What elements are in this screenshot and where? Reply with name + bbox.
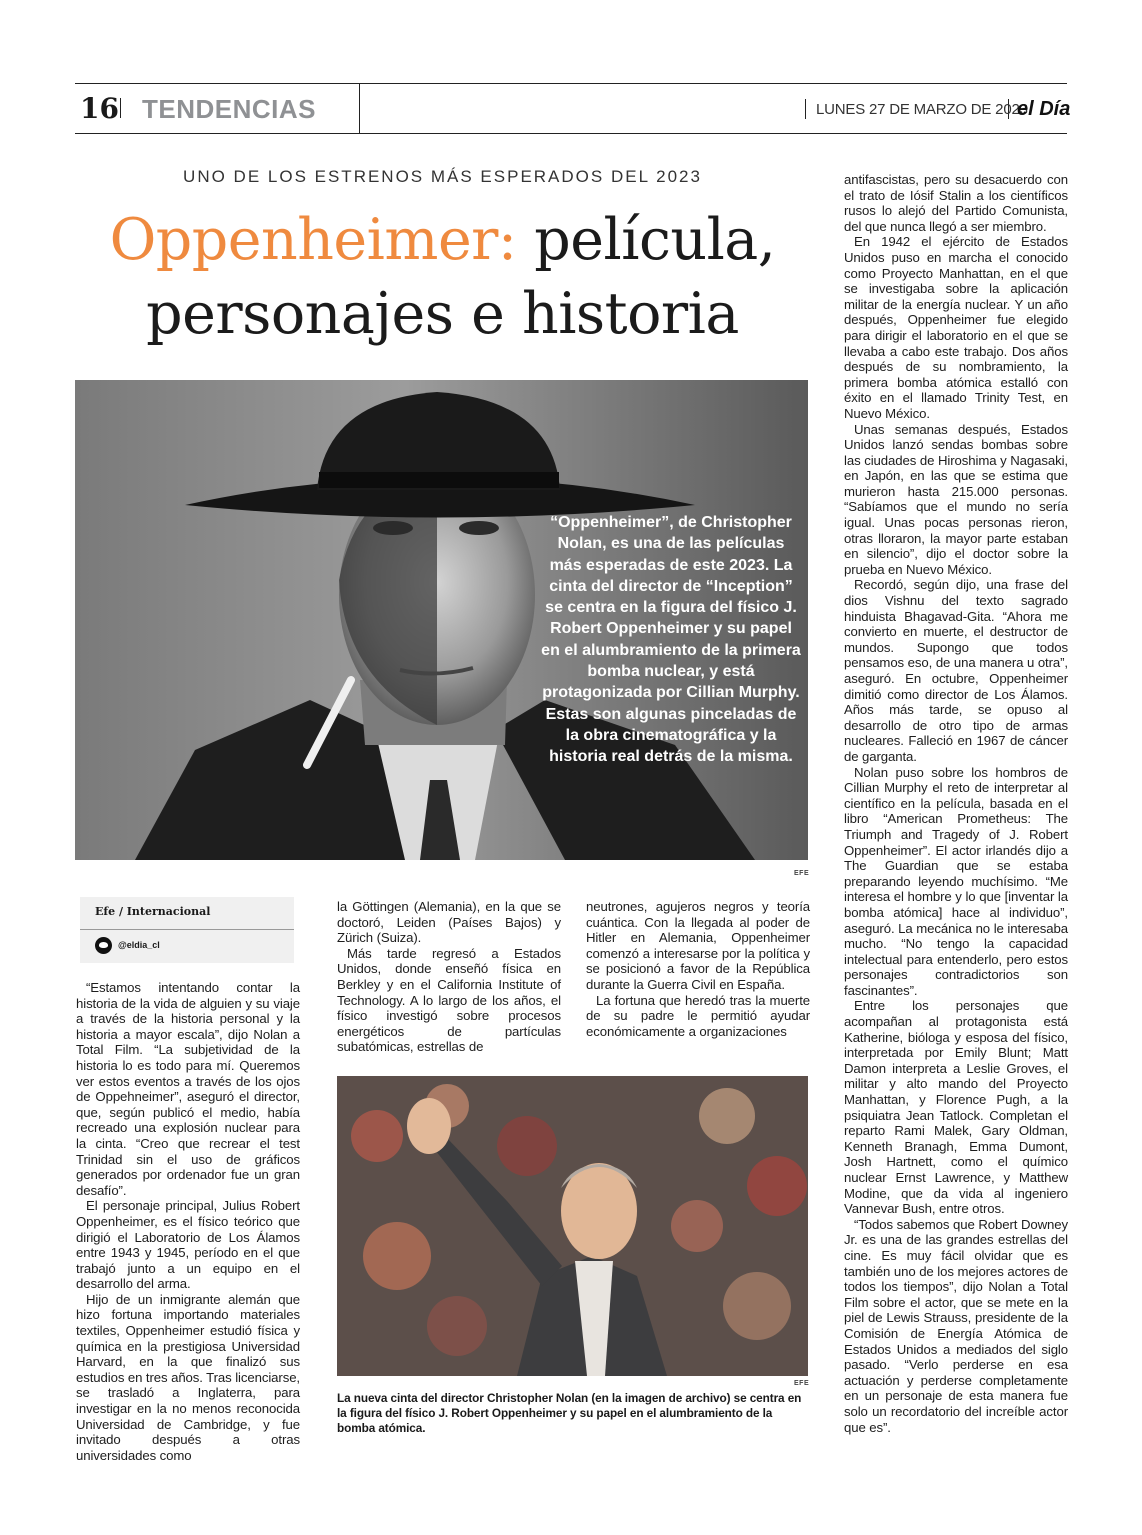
brand-logo: el Día [1017,98,1071,120]
twitter-icon [95,937,112,954]
article-column-4 [844,172,1068,1435]
paragraph: Hijo de un inmigrante alemán que hizo fortuna importando materiales textiles, Oppenheimer estudió física y química en la prestigiosa Universidad Harvard, en la que finalizó sus estudios en tres años. Tras licenciarse, se trasladó a Inglaterra, para investigar en la no menos reconocida Universidad de Cambridge, y fue invitado después a otras universidades como [76,1291,300,1463]
paragraph: “Estamos intentando contar la historia de la vida de alguien y su viaje a través de la historia personal y la historia a mayor escala”, dijo Nolan a Total Film. “La subjetividad de la historia lo es todo para mí. Queremos ver estos eventos a través de los ojos de Oppehneimer”, aseguró el director, que, según publicó el medio, había recreado una explosión nuclear para la cinta. “Creo que recrear el test Trinidad sin el uso de gráficos generados por ordenador fue un gran desafío”. [76,980,300,1198]
byline-agency: Efe / Internacional [95,905,211,918]
section-name: TENDENCIAS [142,94,317,124]
hero-photo-credit: EFE [794,870,810,877]
paragraph: En 1942 el ejército de Estados Unidos puso en marcha el conocido como Proyecto Manhattan, en el que se investigaba sobre la aplicación militar de la energía nuclear. Y un año después, Oppenheimer fue elegido para dirigir el laboratorio en el que se llevaba a cabo este trabajo. Dos años después de su nombramiento, la primera bomba atómica estalló con éxito en el llamado Trinity Test, en Nuevo México. [844,234,1068,421]
nolan-photo-caption: La nueva cinta del director Christopher Nolan (en la imagen de archivo) se centra en la figura del físico J. Robert Oppenheimer y su papel en el alumbramiento de la bomba atómica. [337,1391,802,1435]
header-bottom-rule [75,133,1067,134]
paragraph: El personaje principal, Julius Robert Oppenheimer, es el físico teórico que dirigió el Laboratorio de Los Álamos entre 1943 y 1945, período en el que trabajó junto a un equipo en el desarrollo del arma. [76,1198,300,1292]
paragraph: Más tarde regresó a Estados Unidos, donde enseñó física en Berkley y en el California Institute of Technology. A lo largo de los años, el físico investigó sobre procesos energéticos de partículas subatómicas, estrellas de [337,945,561,1055]
headline-accent: Oppenheimer: [109,207,517,273]
article-column-2 [337,899,561,1055]
social-handle: @eldia_cl [118,939,160,950]
paragraph: La fortuna que heredó tras la muerte de su padre le permitió ayudar económicamente a organizaciones [586,992,810,1039]
header-top-rule [75,83,1067,84]
headline-kicker: UNO DE LOS ESTRENOS MÁS ESPERADOS DEL 2023 [183,167,702,186]
article-column-1 [76,980,300,1463]
issue-date: LUNES 27 DE MARZO DE 2023 [816,101,1028,118]
paragraph: neutrones, agujeros negros y teoría cuántica. Con la llegada al poder de Hitler en Alemania, Oppenheimer comenzó a interesarse por la política y se posicionó a favor de la República durante la Guerra Civil en España. [586,899,810,992]
byline-box-divider [80,929,294,930]
paragraph: Entre los personajes que acompañan al protagonista está Katherine, bióloga y esposa del físico, interpretada por Emily Blunt; Matt Damon interpreta a Leslie Groves, el militar y alto mando del Proyecto Manhattan, y Florence Pugh, a la psiquiatra Jean Tatlock. Completan el reparto Rami Malek, Gary Oldman, Kenneth Branagh, Emma Dumont, Josh Hartnett, como el químico nuclear Ernst Lawrence, y Matthew Modine, que da vida al ingeniero Vannevar Bush, entre otros. [844,998,1068,1217]
nolan-photo-illustration [337,1076,808,1376]
paragraph: Unas semanas después, Estados Unidos lanzó sendas bombas sobre las ciudades de Hiroshima y Nagasaki, en Japón, en las que se estima que murieron hasta 215.000 personas. “Sabíamos que el mundo no sería igual. Unas pocas personas rieron, otras lloraron, la mayor parte estaban en silencio”, dijo el doctor sobre la prueba en Nuevo México. [844,421,1068,577]
paragraph: antifascistas, pero su desacuerdo con el trato de Iósif Stalin a los científicos rusos lo alejó del Partido Comunista, del que nunca llegó a ser miembro. [844,172,1068,234]
page-number: 16 [80,92,119,125]
paragraph: “Todos sabemos que Robert Downey Jr. es una de las grandes estrellas del cine. Es muy fácil olvidar que es también uno de los mejores actores de todos los tiempos”, dijo Nolan a Total Film sobre el actor, que se mete en la piel de Lewis Strauss, presidente de la Comisión de Energía Atómica de Estados Unidos a mediados del siglo pasado. “Verlo perderse en esa actuación y perderse completamente en un personaje de esta manera fue solo un recordatorio del increíble actor que es”. [844,1216,1068,1435]
nolan-photo [337,1076,808,1376]
paragraph: Recordó, según dijo, una frase del dios Vishnu del texto sagrado hinduista Bhagavad-Gita. “Ahora me convierto en muerte, el destructor de mundos. Supongo que todos pensamos eso, de una manera u otra”, aseguró. En octubre, Oppenheimer dimitió como director de Los Álamos. Años más tarde, se opuso al desarrollo de otro tipo de armas nucleares. Falleció en 1967 de cáncer de garganta. [844,577,1068,764]
header-divider [359,84,360,133]
date-left-separator [805,99,806,119]
headline-rest: película, [516,207,776,273]
headline-line2: personajes e historia [146,281,739,347]
paragraph: Nolan puso sobre los hombros de Cillian Murphy el reto de interpretar al científico en la película, basada en el libro “American Prometheus: The Triumph and Tragedy of J. Robert Oppenheimer”. El actor irlandés dijo a The Guardian que se estaba preparando leyendo muchísimo. “Me interesa el hombre y lo que [inventar la bomba atómica] hace al individuo”, aseguró. La mecánica no le interesaba mucho. “No tengo la capacidad intelectual para entenderlo, pero estos personajes contradictorios son fascinantes”. [844,764,1068,998]
hero-photo-overlay-text: “Oppenheimer”, de Christopher Nolan, es una de las películas más esperadas de este 2023. La cinta del director de “Inception” se centra en la figura del físico J. Robert Oppenheimer y su papel en el alumbramiento de la primera bomba nuclear, y está protagonizada por Cillian Murphy. Estas son algunas pinceladas de la obra cinematográfica y la historia real detrás de la misma. [541,514,801,766]
nolan-photo-credit: EFE [794,1380,810,1387]
headline [75,203,810,351]
article-column-3 [586,899,810,1039]
paragraph: la Göttingen (Alemania), en la que se doctoró, Leiden (Países Bajos) y Zürich (Suiza). [337,899,561,946]
page-number-separator [120,98,121,118]
social-handle-row[interactable] [95,937,160,954]
